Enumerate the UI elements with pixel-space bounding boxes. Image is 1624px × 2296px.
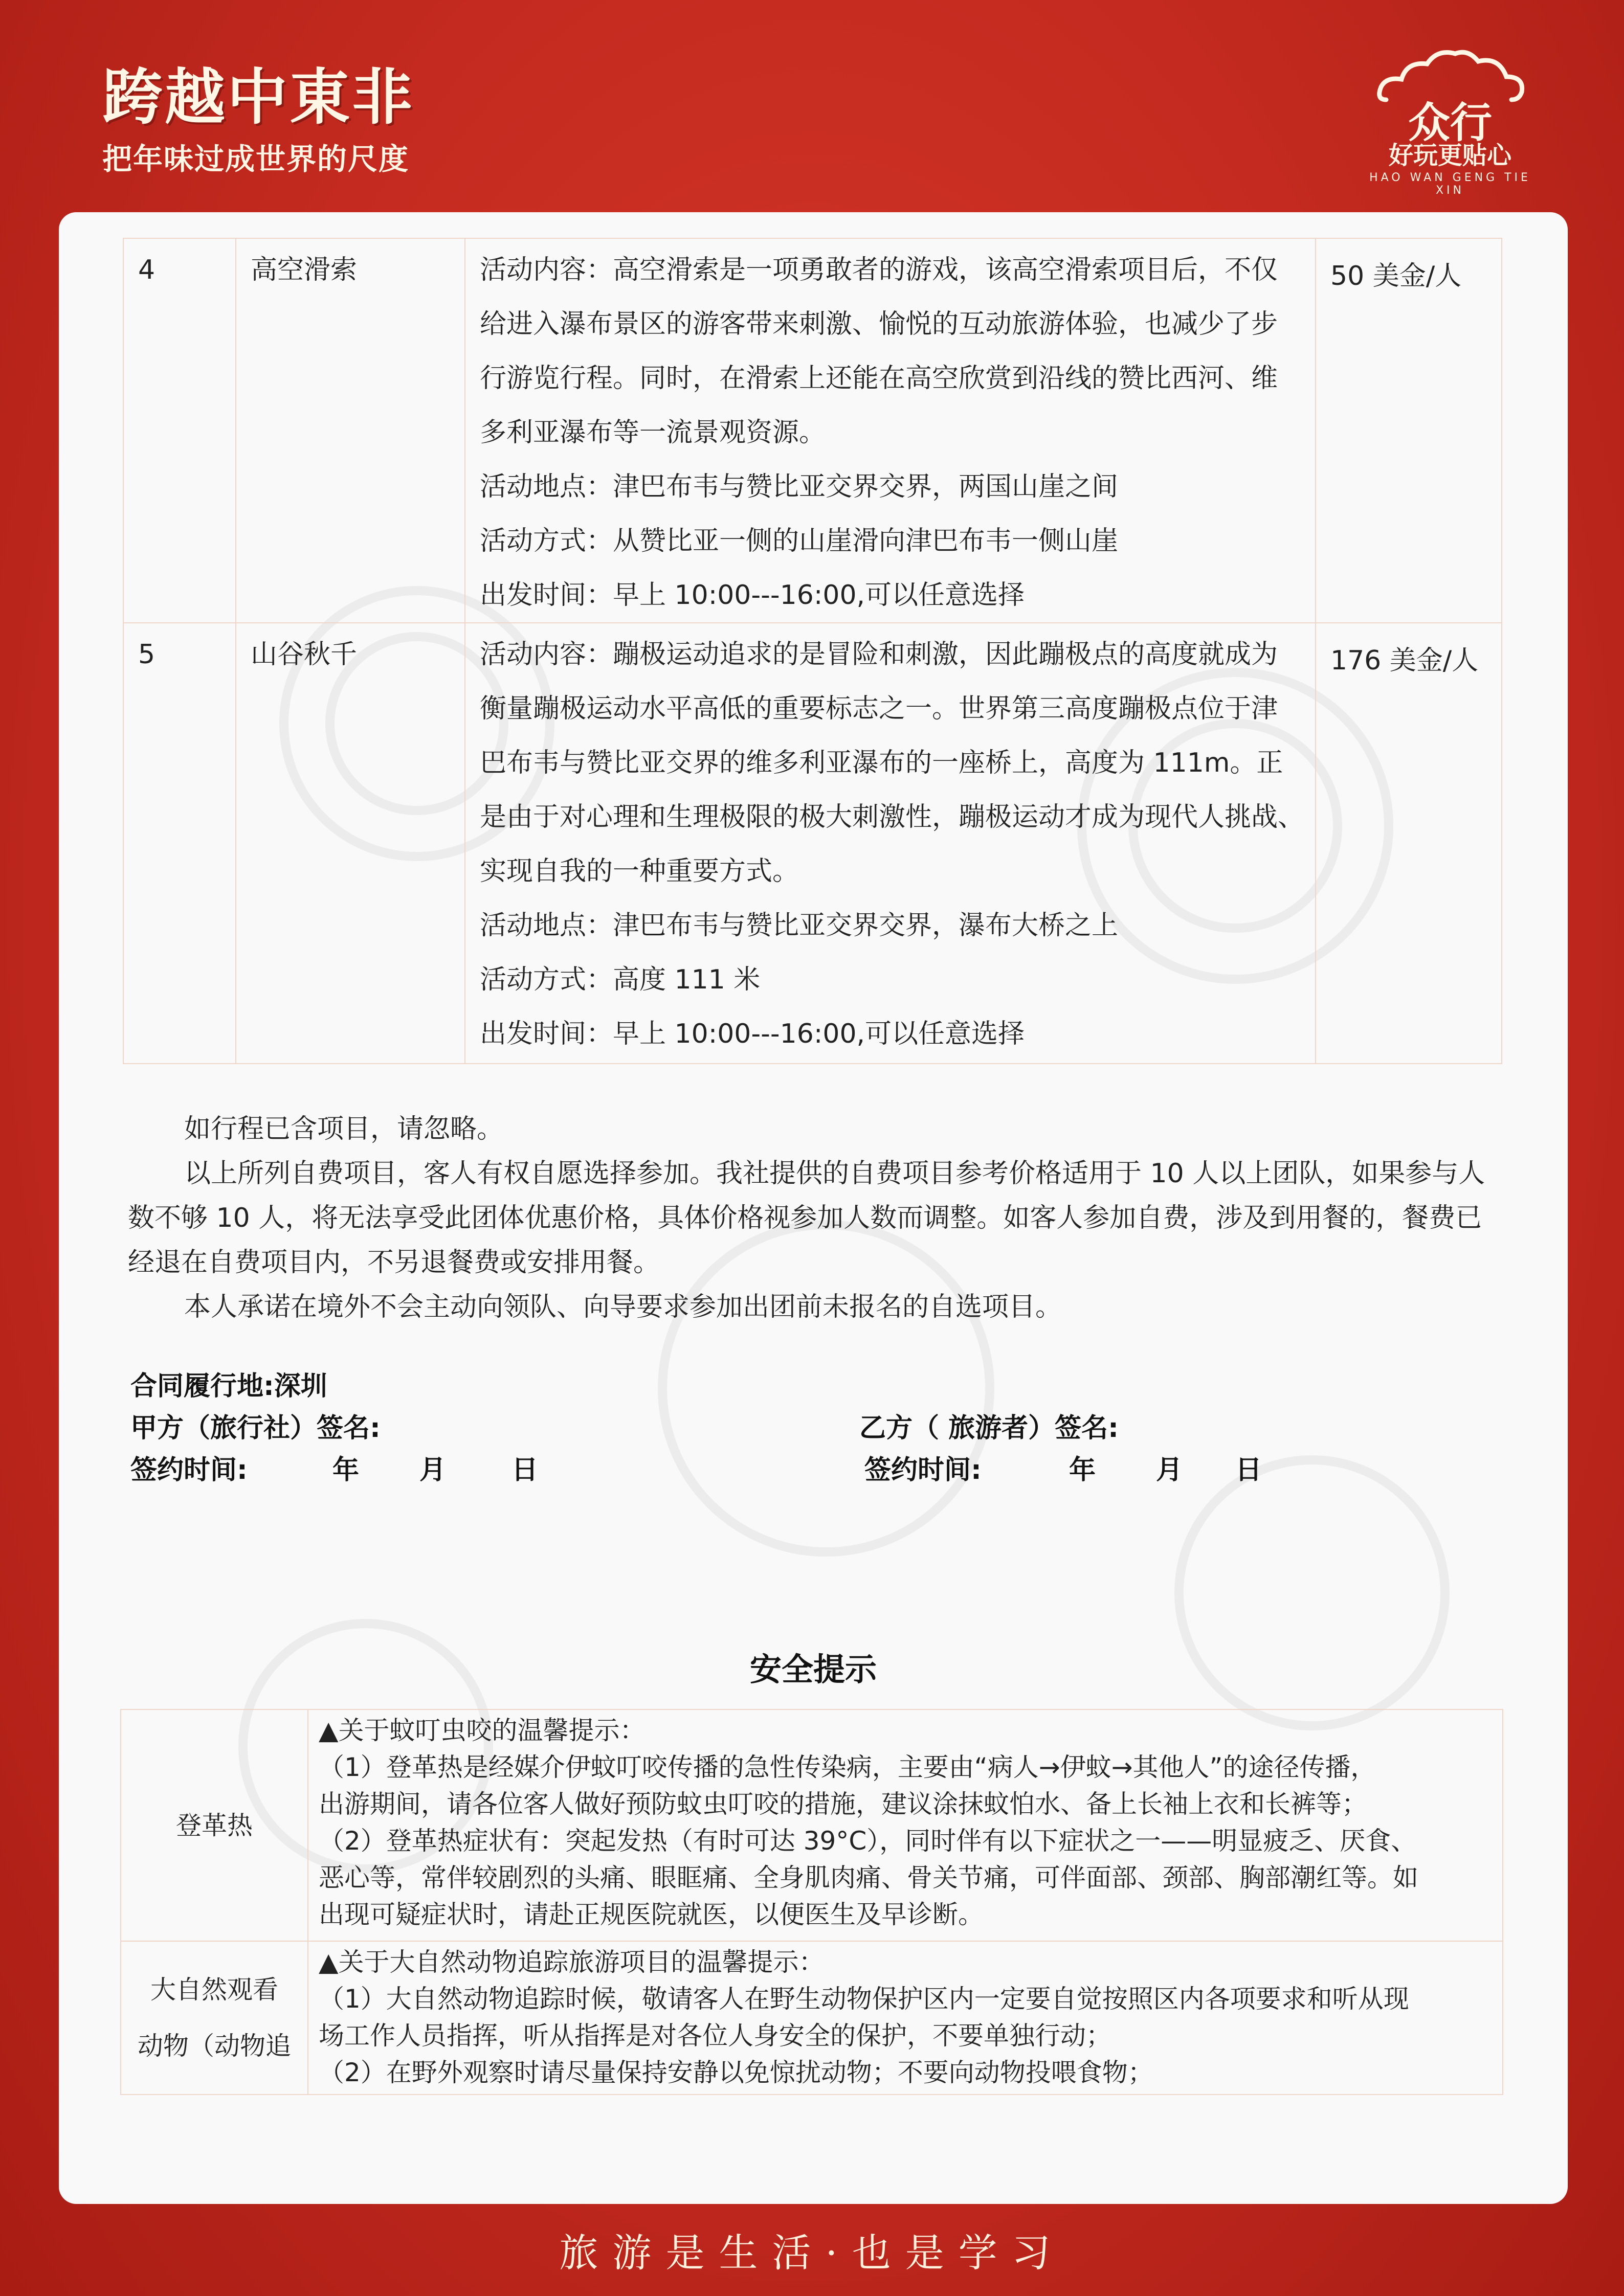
item-name: 高空滑索 <box>236 238 465 623</box>
desc-line: 活动地点：津巴布韦与赞比亚交界交界，瀑布大桥之上 <box>480 910 1119 941</box>
safety-line: ▲关于大自然动物追踪旅游项目的温馨提示： <box>319 1947 825 1977</box>
item-description <box>465 238 1316 623</box>
brand-subtitle: 把年味过成世界的尺度 <box>102 142 410 176</box>
desc-line: 多利亚瀑布等一流景观资源。 <box>480 417 826 448</box>
signature-row <box>130 1407 1563 1449</box>
safety-line: ▲关于蚊叮虫咬的温馨提示： <box>319 1716 646 1745</box>
party-a-year: 年 <box>332 1455 360 1485</box>
item-price: 50 美金/人 <box>1316 238 1502 623</box>
safety-category <box>121 1941 308 2095</box>
item-name: 山谷秋千 <box>236 623 465 1064</box>
desc-line: 巴布韦与赞比亚交界的维多利亚瀑布的一座桥上，高度为 111m。正 <box>480 748 1283 778</box>
brand-title: 跨越中東非 <box>102 61 415 132</box>
agency-pinyin: HAO WAN GENG TIE XIN <box>1369 171 1531 197</box>
safety-text <box>308 1941 1503 2095</box>
note-line: 数不够 10 人，将无法享受此团体优惠价格，具体价格视参加人数而调整。如客人参加自费，涉及到用餐的，餐费已 <box>128 1203 1482 1233</box>
desc-line: 活动方式：高度 111 米 <box>480 964 761 995</box>
party-b-year: 年 <box>1069 1455 1096 1485</box>
safety-text <box>308 1709 1503 1941</box>
note-line: 经退在自费项目内，不另退餐费或安排用餐。 <box>128 1247 660 1278</box>
agency-name: 众行 <box>1408 99 1492 147</box>
desc-line: 给进入瀑布景区的游客带来刺激、愉悦的互动旅游体验，也减少了步 <box>480 309 1278 340</box>
item-description <box>465 623 1316 1064</box>
party-b-day: 日 <box>1235 1455 1262 1485</box>
safety-line: 场工作人员指挥，听从指挥是对各位人身安全的保护，不要单独行动； <box>319 2021 1111 2051</box>
table-row <box>123 238 1502 623</box>
desc-line: 实现自我的一种重要方式。 <box>480 856 799 887</box>
table-row <box>121 1709 1503 1941</box>
safety-category: 登革热 <box>121 1709 308 1941</box>
safety-title: 安全提示 <box>749 1651 877 1688</box>
optional-items-table <box>123 238 1502 1064</box>
contract-place: 合同履行地:深圳 <box>130 1371 327 1402</box>
desc-line: 行游览行程。同时，在滑索上还能在高空欣赏到沿线的赞比西河、维 <box>480 363 1278 394</box>
desc-line: 衡量蹦极运动水平高低的重要标志之一。世界第三高度蹦极点位于津 <box>480 693 1278 724</box>
desc-line: 是由于对心理和生理极限的极大刺激性，蹦极运动才成为现代人挑战、 <box>480 802 1305 832</box>
agency-slogan: 好玩更贴心 <box>1388 141 1511 170</box>
table-row <box>121 1941 1503 2095</box>
footer-slogan: 旅游是生活·也是学习 <box>559 2230 1065 2276</box>
item-number: 4 <box>123 238 236 623</box>
safety-line: （1）登革热是经媒介伊蚊叮咬传播的急性传染病，主要由“病人→伊蚊→其他人”的途径传播， <box>319 1752 1376 1782</box>
safety-line: 出游期间，请各位客人做好预防蚊虫叮咬的措施，建议涂抹蚊怕水、备上长袖上衣和长裤等； <box>319 1789 1367 1819</box>
desc-line: 出发时间：早上 10:00---16:00,可以任意选择 <box>480 580 1025 611</box>
party-a-month: 月 <box>419 1455 447 1485</box>
item-number: 5 <box>123 623 236 1064</box>
note-line: 以上所列自费项目，客人有权自愿选择参加。我社提供的自费项目参考价格适用于 10 人以上团队，如果参与人 <box>184 1158 1485 1189</box>
table-row <box>123 623 1502 1064</box>
desc-line: 活动方式：从赞比亚一侧的山崖滑向津巴布韦一侧山崖 <box>480 526 1119 556</box>
safety-line: （2）在野外观察时请尽量保持安静以免惊扰动物；不要向动物投喂食物； <box>319 2058 1153 2087</box>
safety-line: 出现可疑症状时，请赴正规医院就医，以便医生及早诊断。 <box>319 1900 984 1929</box>
party-b-date-label: 签约时间: <box>864 1455 982 1485</box>
party-b-month: 月 <box>1156 1455 1183 1485</box>
item-price: 176 美金/人 <box>1316 623 1502 1064</box>
safety-line: 恶心等，常伴较剧烈的头痛、眼眶痛、全身肌肉痛、骨关节痛，可伴面部、颈部、胸部潮红等。如 <box>319 1863 1418 1893</box>
desc-line: 活动内容：蹦极运动追求的是冒险和刺激，因此蹦极点的高度就成为 <box>480 639 1278 670</box>
party-b-signature: 乙方（ 旅游者）签名: <box>859 1413 1119 1444</box>
desc-line: 活动内容：高空滑索是一项勇敢者的游戏，该高空滑索项目后，不仅 <box>480 255 1278 285</box>
safety-line: （1）大自然动物追踪时候，敬请客人在野生动物保护区内一定要自觉按照区内各项要求和听从现 <box>319 1984 1409 2014</box>
note-paragraph: 如行程已含项目，请忽略。 <box>184 1114 504 1144</box>
safety-table <box>120 1709 1503 2095</box>
party-a-day: 日 <box>511 1455 539 1485</box>
note-paragraph <box>128 1152 1568 1285</box>
desc-line: 出发时间：早上 10:00---16:00,可以任意选择 <box>480 1019 1025 1049</box>
safety-line: （2）登革热症状有：突起发热（有时可达 39°C），同时伴有以下症状之一——明显疲乏、厌食、 <box>319 1826 1417 1856</box>
contract-place-row <box>130 1365 1563 1407</box>
agency-logo <box>1366 49 1534 202</box>
contract-signature-block <box>130 1365 1563 1491</box>
desc-line: 活动地点：津巴布韦与赞比亚交界交界，两国山崖之间 <box>480 471 1119 502</box>
note-paragraph: 本人承诺在境外不会主动向领队、向导要求参加出团前未报名的自选项目。 <box>184 1292 1062 1322</box>
party-a-date-label: 签约时间: <box>130 1455 248 1485</box>
party-a-signature: 甲方（旅行社）签名: <box>130 1413 381 1444</box>
safety-category-line: 动物（动物追 <box>138 2031 291 2061</box>
notes-section <box>128 1107 1568 1330</box>
date-row <box>130 1449 1563 1491</box>
brand-logo <box>102 61 419 194</box>
content-panel <box>59 212 1568 2204</box>
safety-category-line: 大自然观看 <box>150 1975 278 2005</box>
